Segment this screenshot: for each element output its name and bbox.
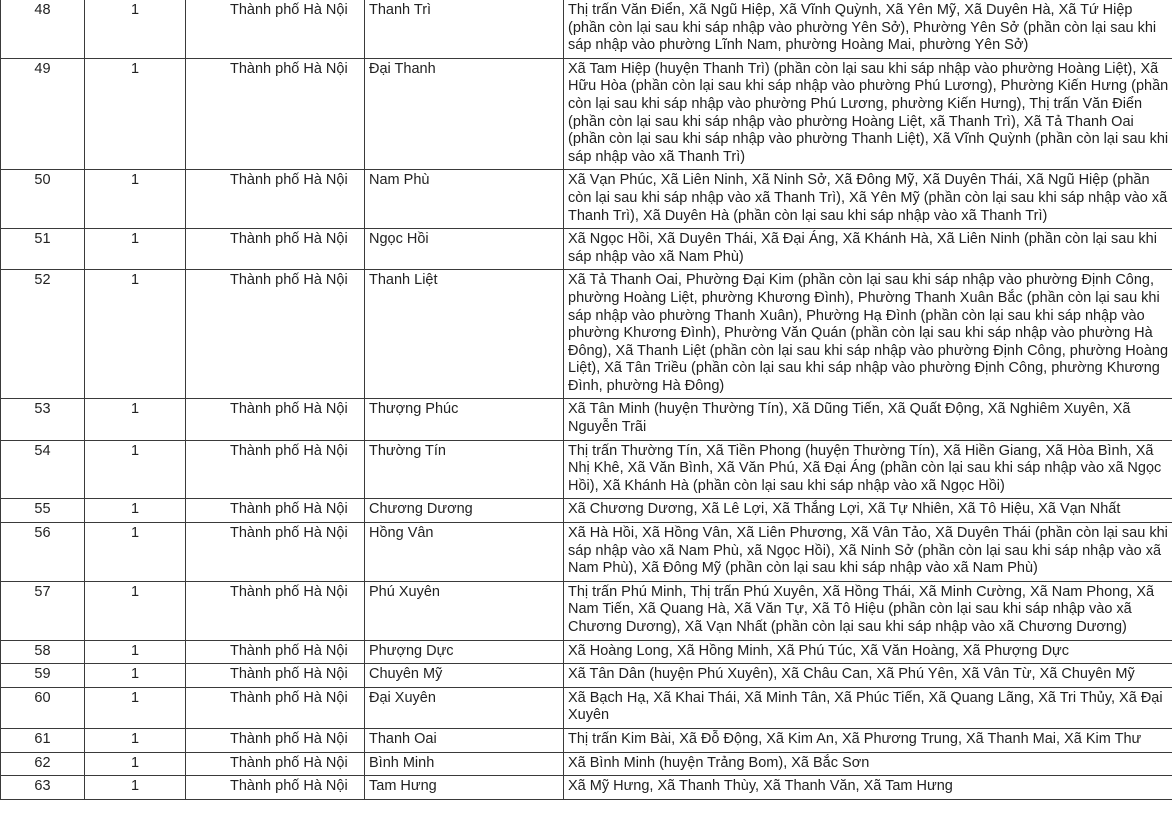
table-row: [1, 687, 1172, 728]
row-new-unit: Bình Minh: [365, 752, 564, 776]
row-count: 1: [85, 0, 186, 58]
row-merged-units: Thị trấn Phú Minh, Thị trấn Phú Xuyên, Xã Hồng Thái, Xã Minh Cường, Xã Nam Phong, Xã Nam Tiến, Xã Quang Hà, Xã Văn Tự, Xã Tô Hiệu (phần còn lại sau khi sáp nhập vào xã Chương Dương), Xã Vạn Nhất (phần còn lại sau khi sáp nhập vào xã Chương Dương): [564, 581, 1172, 640]
row-index: 49: [1, 58, 85, 170]
row-province: Thành phố Hà Nội: [186, 523, 365, 582]
row-count: 1: [85, 664, 186, 688]
row-index: 58: [1, 640, 85, 664]
row-merged-units: Thị trấn Thường Tín, Xã Tiền Phong (huyện Thường Tín), Xã Hiền Giang, Xã Hòa Bình, Xã Nhị Khê, Xã Văn Bình, Xã Văn Phú, Xã Đại Áng (phần còn lại sau khi sáp nhập vào xã Ngọc Hồi), Xã Khánh Hà (phần còn lại sau khi sáp nhập vào xã Ngọc Hồi): [564, 440, 1172, 499]
row-province: Thành phố Hà Nội: [186, 752, 365, 776]
row-new-unit: Chuyên Mỹ: [365, 664, 564, 688]
row-province: Thành phố Hà Nội: [186, 58, 365, 170]
table-row: [1, 664, 1172, 688]
row-province: Thành phố Hà Nội: [186, 664, 365, 688]
row-new-unit: Thường Tín: [365, 440, 564, 499]
row-province: Thành phố Hà Nội: [186, 640, 365, 664]
row-index: 54: [1, 440, 85, 499]
row-index: 51: [1, 229, 85, 270]
table-row: [1, 523, 1172, 582]
row-count: 1: [85, 687, 186, 728]
row-new-unit: Thanh Oai: [365, 728, 564, 752]
row-merged-units: Xã Vạn Phúc, Xã Liên Ninh, Xã Ninh Sở, Xã Đông Mỹ, Xã Duyên Thái, Xã Ngũ Hiệp (phần còn lại sau khi sáp nhập vào xã Thanh Trì), Xã Yên Mỹ (phần còn lại sau khi sáp nhập vào xã Thanh Trì), Xã Duyên Hà (phần còn lại sau khi sáp nhập vào xã Thanh Trì): [564, 170, 1172, 229]
row-count: 1: [85, 581, 186, 640]
row-province: Thành phố Hà Nội: [186, 229, 365, 270]
row-province: Thành phố Hà Nội: [186, 776, 365, 800]
row-count: 1: [85, 440, 186, 499]
table-row: [1, 581, 1172, 640]
table-row: [1, 728, 1172, 752]
table-row: [1, 440, 1172, 499]
row-new-unit: Nam Phù: [365, 170, 564, 229]
row-count: 1: [85, 752, 186, 776]
table-row: [1, 0, 1172, 58]
row-count: 1: [85, 728, 186, 752]
row-merged-units: Xã Hoàng Long, Xã Hồng Minh, Xã Phú Túc, Xã Văn Hoàng, Xã Phượng Dực: [564, 640, 1172, 664]
row-merged-units: Xã Tân Minh (huyện Thường Tín), Xã Dũng Tiến, Xã Quất Động, Xã Nghiêm Xuyên, Xã Nguyễn Trãi: [564, 399, 1172, 440]
row-province: Thành phố Hà Nội: [186, 499, 365, 523]
table-row: [1, 776, 1172, 800]
row-province: Thành phố Hà Nội: [186, 399, 365, 440]
row-new-unit: Thanh Liệt: [365, 270, 564, 399]
row-count: 1: [85, 270, 186, 399]
row-merged-units: Thị trấn Kim Bài, Xã Đỗ Động, Xã Kim An, Xã Phương Trung, Xã Thanh Mai, Xã Kim Thư: [564, 728, 1172, 752]
row-merged-units: Xã Chương Dương, Xã Lê Lợi, Xã Thắng Lợi, Xã Tự Nhiên, Xã Tô Hiệu, Xã Vạn Nhất: [564, 499, 1172, 523]
row-index: 57: [1, 581, 85, 640]
row-province: Thành phố Hà Nội: [186, 270, 365, 399]
row-count: 1: [85, 523, 186, 582]
row-merged-units: Xã Hà Hồi, Xã Hồng Vân, Xã Liên Phương, Xã Vân Tảo, Xã Duyên Thái (phần còn lại sau khi sáp nhập vào xã Nam Phù, xã Ngọc Hồi), Xã Ninh Sở (phần còn lại sau khi sáp nhập vào xã Nam Phù), Xã Đông Mỹ (phần còn lại sau khi sáp nhập vào xã Nam Phù): [564, 523, 1172, 582]
row-merged-units: Xã Tả Thanh Oai, Phường Đại Kim (phần còn lại sau khi sáp nhập vào phường Định Công, phường Hoàng Liệt, phường Khương Đình), Phường Thanh Xuân Bắc (phần còn lại sau khi sáp nhập vào phường Thanh Xuân), Phường Hạ Đình (phần còn lại sau khi sáp nhập vào phường Khương Đình), Phường Văn Quán (phần còn lại sau khi sáp nhập vào phường Hà Đông), Xã Thanh Liệt (phần còn lại sau khi sáp nhập vào phường Định Công, phường Hoàng Liệt), Xã Tân Triều (phần còn lại sau khi sáp nhập vào phường Định Công, phường Khương Đình, phường Hà Đông): [564, 270, 1172, 399]
row-merged-units: Xã Ngọc Hồi, Xã Duyên Thái, Xã Đại Áng, Xã Khánh Hà, Xã Liên Ninh (phần còn lại sau khi sáp nhập vào xã Nam Phù): [564, 229, 1172, 270]
row-index: 52: [1, 270, 85, 399]
row-index: 56: [1, 523, 85, 582]
row-index: 55: [1, 499, 85, 523]
row-count: 1: [85, 229, 186, 270]
row-new-unit: Ngọc Hồi: [365, 229, 564, 270]
row-count: 1: [85, 170, 186, 229]
table-row: [1, 752, 1172, 776]
row-count: 1: [85, 499, 186, 523]
row-merged-units: Xã Mỹ Hưng, Xã Thanh Thùy, Xã Thanh Văn, Xã Tam Hưng: [564, 776, 1172, 800]
row-index: 48: [1, 0, 85, 58]
row-index: 53: [1, 399, 85, 440]
row-province: Thành phố Hà Nội: [186, 687, 365, 728]
row-index: 50: [1, 170, 85, 229]
table-row: [1, 640, 1172, 664]
row-new-unit: Chương Dương: [365, 499, 564, 523]
row-new-unit: Thượng Phúc: [365, 399, 564, 440]
table-row: [1, 399, 1172, 440]
row-index: 61: [1, 728, 85, 752]
row-new-unit: Tam Hưng: [365, 776, 564, 800]
table-row: [1, 170, 1172, 229]
row-count: 1: [85, 399, 186, 440]
row-new-unit: Phú Xuyên: [365, 581, 564, 640]
row-index: 60: [1, 687, 85, 728]
row-count: 1: [85, 640, 186, 664]
row-merged-units: Xã Bạch Hạ, Xã Khai Thái, Xã Minh Tân, Xã Phúc Tiến, Xã Quang Lãng, Xã Tri Thủy, Xã Đại Xuyên: [564, 687, 1172, 728]
row-new-unit: Thanh Trì: [365, 0, 564, 58]
row-new-unit: Hồng Vân: [365, 523, 564, 582]
row-province: Thành phố Hà Nội: [186, 581, 365, 640]
row-count: 1: [85, 776, 186, 800]
row-new-unit: Đại Thanh: [365, 58, 564, 170]
row-merged-units: Thị trấn Văn Điển, Xã Ngũ Hiệp, Xã Vĩnh Quỳnh, Xã Yên Mỹ, Xã Duyên Hà, Xã Tứ Hiệp (phần còn lại sau khi sáp nhập vào phường Yên Sở), Phường Yên Sở (phần còn lại sau khi sáp nhập vào phường Lĩnh Nam, phường Hoàng Mai, phường Yên Sở): [564, 0, 1172, 58]
table-row: [1, 58, 1172, 170]
row-index: 59: [1, 664, 85, 688]
row-new-unit: Phượng Dực: [365, 640, 564, 664]
table-row: [1, 270, 1172, 399]
row-index: 63: [1, 776, 85, 800]
row-new-unit: Đại Xuyên: [365, 687, 564, 728]
table-row: [1, 499, 1172, 523]
row-merged-units: Xã Tân Dân (huyện Phú Xuyên), Xã Châu Can, Xã Phú Yên, Xã Vân Từ, Xã Chuyên Mỹ: [564, 664, 1172, 688]
table-row: [1, 229, 1172, 270]
row-province: Thành phố Hà Nội: [186, 0, 365, 58]
row-province: Thành phố Hà Nội: [186, 728, 365, 752]
row-index: 62: [1, 752, 85, 776]
row-merged-units: Xã Tam Hiệp (huyện Thanh Trì) (phần còn lại sau khi sáp nhập vào phường Hoàng Liệt), Xã Hữu Hòa (phần còn lại sau khi sáp nhập vào phường Phú Lương), Phường Kiến Hưng (phần còn lại sau khi sáp nhập vào phường Phú Lương, phường Kiến Hưng), Thị trấn Văn Điển (phần còn lại sau khi sáp nhập vào phường Hoàng Liệt, xã Thanh Trì), Xã Tả Thanh Oai (phần còn lại sau khi sáp nhập vào phường Thanh Liệt), Xã Vĩnh Quỳnh (phần còn lại sau khi sáp nhập vào xã Thanh Trì): [564, 58, 1172, 170]
row-count: 1: [85, 58, 186, 170]
row-province: Thành phố Hà Nội: [186, 440, 365, 499]
row-province: Thành phố Hà Nội: [186, 170, 365, 229]
row-merged-units: Xã Bình Minh (huyện Trảng Bom), Xã Bắc Sơn: [564, 752, 1172, 776]
